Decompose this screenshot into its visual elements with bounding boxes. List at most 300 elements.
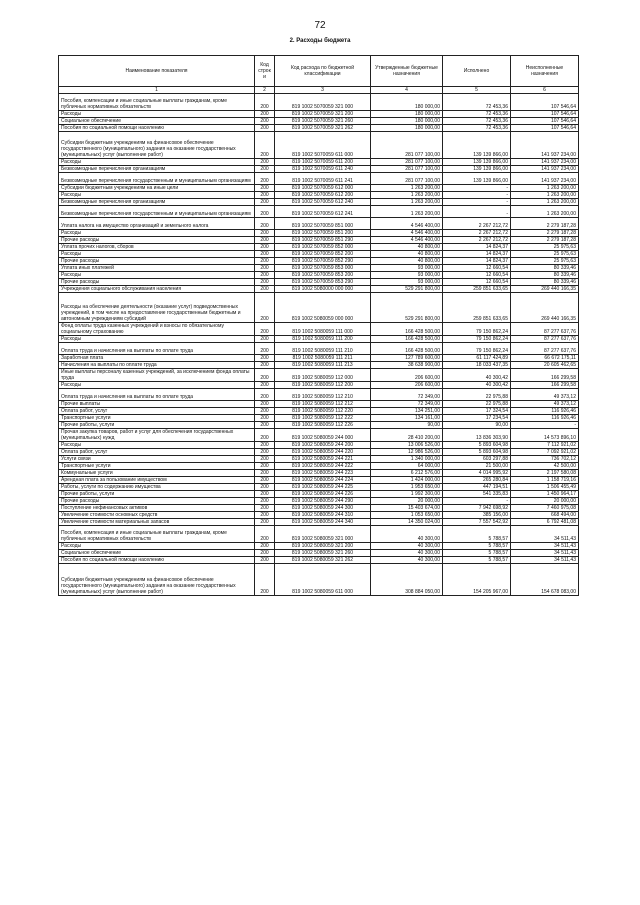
cell-name: Расходы xyxy=(59,192,255,199)
cell-line-code: 200 xyxy=(255,519,275,526)
column-header-approved: Утвержденные бюджетные назначения xyxy=(371,56,443,87)
cell-executed: 385 156,00 xyxy=(443,512,511,519)
cell-executed: 79 150 862,24 xyxy=(443,343,511,355)
cell-executed: 13 836 303,90 xyxy=(443,429,511,442)
cell-classification-code: 819 1002 5070059 321 260 xyxy=(275,118,371,125)
cell-name: Уплата иных платежей xyxy=(59,265,255,272)
cell-name: Арендная плата за пользование имуществом xyxy=(59,477,255,484)
cell-line-code: 200 xyxy=(255,279,275,286)
cell-line-code: 200 xyxy=(255,343,275,355)
cell-unexecuted: 66 672 175,11 xyxy=(511,355,579,362)
cell-executed: 72 453,36 xyxy=(443,94,511,111)
cell-classification-code: 819 1002 5080059 244 000 xyxy=(275,429,371,442)
cell-classification-code: 819 1002 5070059 612 240 xyxy=(275,199,371,206)
table-row xyxy=(59,463,579,470)
cell-line-code: 200 xyxy=(255,293,275,323)
cell-classification-code: 819 1002 5080059 244 220 xyxy=(275,449,371,456)
cell-classification-code: 819 1002 5070059 852 200 xyxy=(275,251,371,258)
column-number: 1 xyxy=(59,87,255,94)
cell-unexecuted: 116 926,46 xyxy=(511,408,579,415)
cell-classification-code: 819 1002 5080059 244 221 xyxy=(275,456,371,463)
page-number: 72 xyxy=(314,20,326,31)
cell-line-code: 200 xyxy=(255,230,275,237)
cell-executed: 5 893 604,98 xyxy=(443,442,511,449)
cell-approved: 93 000,00 xyxy=(371,279,443,286)
cell-name: Прочие расходы xyxy=(59,498,255,505)
table-row xyxy=(59,408,579,415)
cell-line-code: 200 xyxy=(255,449,275,456)
cell-approved: 166 428 500,00 xyxy=(371,323,443,336)
table-row xyxy=(59,251,579,258)
cell-unexecuted: 25 975,63 xyxy=(511,251,579,258)
cell-approved: 281 077 100,00 xyxy=(371,173,443,185)
cell-line-code: 200 xyxy=(255,258,275,265)
cell-line-code: 200 xyxy=(255,463,275,470)
cell-approved: 1 424 000,00 xyxy=(371,477,443,484)
cell-line-code: 200 xyxy=(255,505,275,512)
cell-classification-code: 819 1002 5080059 112 220 xyxy=(275,408,371,415)
cell-line-code: 200 xyxy=(255,237,275,244)
cell-executed: 265 280,84 xyxy=(443,477,511,484)
cell-unexecuted: 14 573 896,10 xyxy=(511,429,579,442)
cell-executed: - xyxy=(443,498,511,505)
cell-approved: 40 300,00 xyxy=(371,557,443,564)
cell-executed: - xyxy=(443,185,511,192)
cell-classification-code: 819 1002 5080059 111 213 xyxy=(275,362,371,369)
cell-unexecuted: 2 197 580,08 xyxy=(511,470,579,477)
cell-executed: 139 139 866,00 xyxy=(443,166,511,173)
cell-executed: 18 033 437,35 xyxy=(443,362,511,369)
cell-approved: 40 800,00 xyxy=(371,244,443,251)
cell-name: Услуги связи xyxy=(59,456,255,463)
cell-unexecuted: 116 926,46 xyxy=(511,415,579,422)
cell-name: Учреждения социального обслуживания населения xyxy=(59,286,255,293)
cell-approved: 1 992 300,00 xyxy=(371,491,443,498)
cell-unexecuted: 107 546,64 xyxy=(511,118,579,125)
cell-executed: 2 267 212,72 xyxy=(443,230,511,237)
cell-unexecuted: 1 263 200,00 xyxy=(511,185,579,192)
cell-line-code: 200 xyxy=(255,323,275,336)
cell-executed: 14 824,37 xyxy=(443,251,511,258)
cell-line-code: 200 xyxy=(255,173,275,185)
cell-unexecuted: 87 277 637,76 xyxy=(511,336,579,343)
cell-unexecuted: 49 373,12 xyxy=(511,389,579,401)
cell-executed: 22 975,88 xyxy=(443,389,511,401)
cell-executed: 5 893 604,98 xyxy=(443,449,511,456)
cell-unexecuted: - xyxy=(511,422,579,429)
cell-unexecuted: 25 975,63 xyxy=(511,244,579,251)
cell-name: Прочие работы, услуги xyxy=(59,422,255,429)
cell-executed: 2 267 212,72 xyxy=(443,218,511,230)
cell-classification-code: 819 1002 5080059 111 211 xyxy=(275,355,371,362)
cell-unexecuted: 736 702,12 xyxy=(511,456,579,463)
cell-name: Увеличение стоимости основных средств xyxy=(59,512,255,519)
table-row xyxy=(59,389,579,401)
table-row xyxy=(59,111,579,118)
cell-name: Социальное обеспечение xyxy=(59,550,255,557)
cell-name: Расходы xyxy=(59,251,255,258)
cell-classification-code: 819 1002 5080059 112 212 xyxy=(275,401,371,408)
cell-line-code: 200 xyxy=(255,477,275,484)
cell-classification-code: 819 1002 5070059 851 290 xyxy=(275,237,371,244)
cell-line-code: 200 xyxy=(255,512,275,519)
cell-line-code: 200 xyxy=(255,111,275,118)
table-row xyxy=(59,442,579,449)
cell-executed: 259 851 633,65 xyxy=(443,286,511,293)
cell-line-code: 200 xyxy=(255,118,275,125)
cell-line-code: 200 xyxy=(255,382,275,389)
cell-unexecuted: 1 263 200,00 xyxy=(511,206,579,218)
cell-executed: 17 324,54 xyxy=(443,408,511,415)
table-row xyxy=(59,118,579,125)
table-row xyxy=(59,355,579,362)
cell-classification-code: 819 1002 5080059 112 000 xyxy=(275,369,371,382)
cell-classification-code: 819 1002 5080059 321 000 xyxy=(275,526,371,543)
cell-line-code: 200 xyxy=(255,362,275,369)
cell-approved: 134 251,00 xyxy=(371,408,443,415)
cell-classification-code: 819 1002 5080059 244 300 xyxy=(275,505,371,512)
cell-approved: 1 263 200,00 xyxy=(371,199,443,206)
cell-classification-code: 819 1002 5070059 612 000 xyxy=(275,185,371,192)
cell-approved: 38 638 900,00 xyxy=(371,362,443,369)
cell-approved: 40 800,00 xyxy=(371,251,443,258)
cell-name: Расходы xyxy=(59,111,255,118)
column-header-unexecuted: Неисполненные назначения xyxy=(511,56,579,87)
cell-executed: 90,00 xyxy=(443,422,511,429)
cell-unexecuted: 20 605 462,65 xyxy=(511,362,579,369)
cell-approved: 180 000,00 xyxy=(371,111,443,118)
cell-line-code: 200 xyxy=(255,401,275,408)
cell-line-code: 200 xyxy=(255,484,275,491)
cell-name: Расходы на обеспечение деятельности (оказание услуг) подведомственных учреждений, в том числе на предоставление государственным бюджетным и автономным учреждениям субсидий xyxy=(59,293,255,323)
cell-classification-code: 819 1002 5070059 853 200 xyxy=(275,272,371,279)
cell-name: Уплата налога на имущество организаций и земельного налога xyxy=(59,218,255,230)
table-row xyxy=(59,336,579,343)
cell-name: Уплата прочих налогов, сборов xyxy=(59,244,255,251)
cell-name: Прочие расходы xyxy=(59,279,255,286)
cell-classification-code: 819 1002 5080059 244 225 xyxy=(275,484,371,491)
cell-unexecuted: 141 937 234,00 xyxy=(511,159,579,166)
table-row xyxy=(59,159,579,166)
cell-classification-code: 819 1002 5070059 611 241 xyxy=(275,173,371,185)
cell-approved: 529 291 800,00 xyxy=(371,286,443,293)
cell-classification-code: 819 1002 5070059 853 000 xyxy=(275,265,371,272)
cell-line-code: 200 xyxy=(255,199,275,206)
column-header-line-code: Код строк и xyxy=(255,56,275,87)
cell-approved: 1 263 200,00 xyxy=(371,206,443,218)
cell-classification-code: 819 1002 5080059 244 224 xyxy=(275,477,371,484)
cell-line-code: 200 xyxy=(255,265,275,272)
table-row xyxy=(59,192,579,199)
cell-unexecuted: 2 279 187,28 xyxy=(511,237,579,244)
column-header-classification-code: Код расхода по бюджетной классификации xyxy=(275,56,371,87)
table-row xyxy=(59,519,579,526)
table-row xyxy=(59,94,579,111)
cell-classification-code: 819 1002 5070059 853 290 xyxy=(275,279,371,286)
cell-name: Фонд оплаты труда казенных учреждений и взносы по обязательному социальному страхованию xyxy=(59,323,255,336)
cell-line-code: 200 xyxy=(255,491,275,498)
table-row xyxy=(59,550,579,557)
cell-line-code: 200 xyxy=(255,456,275,463)
cell-approved: 72 349,00 xyxy=(371,389,443,401)
table-row xyxy=(59,564,579,596)
table-row xyxy=(59,477,579,484)
cell-executed: 14 824,37 xyxy=(443,244,511,251)
table-row xyxy=(59,293,579,323)
cell-executed: 14 824,37 xyxy=(443,258,511,265)
cell-unexecuted: 7 112 921,02 xyxy=(511,442,579,449)
cell-executed: 541 335,83 xyxy=(443,491,511,498)
cell-unexecuted: 80 339,46 xyxy=(511,279,579,286)
cell-classification-code: 819 1002 5080059 000 000 xyxy=(275,293,371,323)
cell-executed: 4 014 995,92 xyxy=(443,470,511,477)
cell-approved: 72 349,00 xyxy=(371,401,443,408)
cell-executed: 12 660,54 xyxy=(443,265,511,272)
cell-approved: 6 212 576,00 xyxy=(371,470,443,477)
cell-approved: 166 428 500,00 xyxy=(371,343,443,355)
cell-line-code: 200 xyxy=(255,244,275,251)
cell-unexecuted: 2 279 187,28 xyxy=(511,218,579,230)
cell-executed: - xyxy=(443,192,511,199)
cell-executed: 40 300,42 xyxy=(443,382,511,389)
cell-unexecuted: 34 511,43 xyxy=(511,543,579,550)
cell-name: Безвозмездные перечисления государственным и муниципальным организациям xyxy=(59,206,255,218)
cell-unexecuted: 141 937 234,00 xyxy=(511,173,579,185)
cell-line-code: 200 xyxy=(255,286,275,293)
cell-classification-code: 819 1002 5080059 112 222 xyxy=(275,415,371,422)
cell-unexecuted: 1 506 455,49 xyxy=(511,484,579,491)
cell-classification-code: 819 1002 5070059 321 262 xyxy=(275,125,371,132)
cell-classification-code: 819 1002 5080059 321 200 xyxy=(275,543,371,550)
cell-approved: 206 600,00 xyxy=(371,369,443,382)
cell-classification-code: 819 1002 5080059 112 200 xyxy=(275,382,371,389)
table-row xyxy=(59,498,579,505)
cell-line-code: 200 xyxy=(255,415,275,422)
cell-line-code: 200 xyxy=(255,470,275,477)
cell-name: Оплата труда и начисления на выплаты по оплате труда xyxy=(59,389,255,401)
cell-unexecuted: 87 277 637,76 xyxy=(511,343,579,355)
cell-name: Расходы xyxy=(59,230,255,237)
table-row xyxy=(59,185,579,192)
table-row xyxy=(59,526,579,543)
cell-line-code: 200 xyxy=(255,564,275,596)
table-row xyxy=(59,512,579,519)
cell-name: Поступление нефинансовых активов xyxy=(59,505,255,512)
cell-name: Расходы xyxy=(59,382,255,389)
cell-name: Увеличение стоимости материальных запасов xyxy=(59,519,255,526)
column-number: 6 xyxy=(511,87,579,94)
cell-name: Оплата работ, услуг xyxy=(59,408,255,415)
cell-line-code: 200 xyxy=(255,94,275,111)
cell-unexecuted: 1 158 719,16 xyxy=(511,477,579,484)
table-row xyxy=(59,382,579,389)
cell-executed: 5 788,57 xyxy=(443,543,511,550)
cell-classification-code: 819 1002 5080059 321 260 xyxy=(275,550,371,557)
table-row xyxy=(59,323,579,336)
cell-line-code: 200 xyxy=(255,159,275,166)
cell-name: Оплата работ, услуг xyxy=(59,449,255,456)
table-row xyxy=(59,199,579,206)
cell-unexecuted: 166 299,58 xyxy=(511,369,579,382)
cell-line-code: 200 xyxy=(255,526,275,543)
cell-line-code: 200 xyxy=(255,429,275,442)
cell-name: Прочие выплаты xyxy=(59,401,255,408)
cell-unexecuted: 107 546,64 xyxy=(511,111,579,118)
column-number-row xyxy=(59,87,579,94)
cell-line-code: 200 xyxy=(255,218,275,230)
cell-executed: - xyxy=(443,199,511,206)
cell-approved: 93 000,00 xyxy=(371,272,443,279)
cell-executed: 2 267 212,72 xyxy=(443,237,511,244)
cell-unexecuted: 107 546,64 xyxy=(511,94,579,111)
cell-approved: 1 053 650,00 xyxy=(371,512,443,519)
cell-classification-code: 819 1002 5070059 851 200 xyxy=(275,230,371,237)
cell-classification-code: 819 1002 5080059 244 290 xyxy=(275,498,371,505)
table-row xyxy=(59,484,579,491)
cell-name: Субсидии бюджетным учреждениям на финансовое обеспечение государственного (муниципального) задания на оказание государственных (муниципальных) услуг (выполнение работ) xyxy=(59,564,255,596)
cell-executed: 447 194,51 xyxy=(443,484,511,491)
cell-classification-code: 819 1002 5070059 852 290 xyxy=(275,258,371,265)
cell-approved: 4 546 400,00 xyxy=(371,218,443,230)
cell-executed: 12 660,54 xyxy=(443,272,511,279)
cell-executed: 139 139 866,00 xyxy=(443,159,511,166)
cell-line-code: 200 xyxy=(255,543,275,550)
cell-approved: 40 300,00 xyxy=(371,526,443,543)
cell-executed: 21 500,00 xyxy=(443,463,511,470)
cell-classification-code: 819 1002 5070059 612 200 xyxy=(275,192,371,199)
cell-line-code: 200 xyxy=(255,132,275,159)
cell-executed: 61 117 424,89 xyxy=(443,355,511,362)
cell-line-code: 200 xyxy=(255,442,275,449)
cell-classification-code: 819 1002 5080059 244 222 xyxy=(275,463,371,470)
cell-unexecuted: 7 460 975,08 xyxy=(511,505,579,512)
cell-approved: 166 428 500,00 xyxy=(371,336,443,343)
cell-line-code: 200 xyxy=(255,251,275,258)
cell-line-code: 200 xyxy=(255,336,275,343)
table-row xyxy=(59,343,579,355)
cell-name: Прочие работы, услуги xyxy=(59,491,255,498)
cell-classification-code: 819 1002 5080059 244 223 xyxy=(275,470,371,477)
cell-classification-code: 819 1002 5080059 111 000 xyxy=(275,323,371,336)
cell-classification-code: 819 1002 5070059 852 000 xyxy=(275,244,371,251)
cell-executed: 72 453,36 xyxy=(443,125,511,132)
cell-unexecuted: 34 511,43 xyxy=(511,550,579,557)
cell-approved: 180 000,00 xyxy=(371,125,443,132)
cell-approved: 40 300,00 xyxy=(371,543,443,550)
cell-executed: 5 788,57 xyxy=(443,557,511,564)
cell-approved: 4 546 400,00 xyxy=(371,230,443,237)
cell-name: Расходы xyxy=(59,442,255,449)
cell-name: Субсидии бюджетным учреждениям на финансовое обеспечение государственного (муниципального) задания на оказание государственных (муниципальных) услуг (выполнение работ) xyxy=(59,132,255,159)
table-row xyxy=(59,369,579,382)
cell-approved: 1 340 000,00 xyxy=(371,456,443,463)
cell-classification-code: 819 1002 5080059 111 200 xyxy=(275,336,371,343)
cell-name: Безвозмездные перечисления организациям xyxy=(59,199,255,206)
cell-line-code: 200 xyxy=(255,408,275,415)
table-row xyxy=(59,470,579,477)
cell-unexecuted: 1 263 200,00 xyxy=(511,199,579,206)
cell-approved: 1 953 650,00 xyxy=(371,484,443,491)
cell-line-code: 200 xyxy=(255,166,275,173)
cell-approved: 93 000,00 xyxy=(371,265,443,272)
table-row xyxy=(59,543,579,550)
table-header-row xyxy=(59,56,579,87)
cell-unexecuted: 107 546,64 xyxy=(511,125,579,132)
cell-executed: 7 942 698,92 xyxy=(443,505,511,512)
cell-name: Коммунальные услуги xyxy=(59,470,255,477)
cell-classification-code: 819 1002 5080059 611 000 xyxy=(275,564,371,596)
cell-executed: 5 788,57 xyxy=(443,550,511,557)
table-row xyxy=(59,279,579,286)
table-row xyxy=(59,505,579,512)
cell-executed: 12 660,54 xyxy=(443,279,511,286)
table-row xyxy=(59,272,579,279)
cell-name: Безвозмездные перечисления организациям xyxy=(59,166,255,173)
table-row xyxy=(59,132,579,159)
cell-unexecuted: 87 277 637,76 xyxy=(511,323,579,336)
table-row xyxy=(59,244,579,251)
cell-approved: 206 600,00 xyxy=(371,382,443,389)
cell-name: Пособия по социальной помощи населению xyxy=(59,557,255,564)
cell-executed: - xyxy=(443,206,511,218)
cell-classification-code: 819 1002 5080059 244 340 xyxy=(275,519,371,526)
cell-line-code: 200 xyxy=(255,550,275,557)
cell-approved: 14 350 024,00 xyxy=(371,519,443,526)
cell-unexecuted: 42 500,00 xyxy=(511,463,579,470)
cell-unexecuted: 1 263 200,00 xyxy=(511,192,579,199)
cell-classification-code: 819 1002 5080059 244 200 xyxy=(275,442,371,449)
column-number: 3 xyxy=(275,87,371,94)
cell-executed: 40 300,42 xyxy=(443,369,511,382)
cell-unexecuted: 2 279 187,28 xyxy=(511,230,579,237)
cell-line-code: 200 xyxy=(255,498,275,505)
column-number: 2 xyxy=(255,87,275,94)
cell-name: Иные выплаты персоналу казенных учреждений, за исключением фонда оплаты труда xyxy=(59,369,255,382)
cell-classification-code: 819 1002 5080059 244 226 xyxy=(275,491,371,498)
cell-name: Расходы xyxy=(59,272,255,279)
cell-executed: 259 851 633,65 xyxy=(443,293,511,323)
cell-approved: 28 410 200,00 xyxy=(371,429,443,442)
cell-approved: 281 077 100,00 xyxy=(371,166,443,173)
table-row xyxy=(59,206,579,218)
cell-line-code: 200 xyxy=(255,369,275,382)
cell-classification-code: 819 1002 5080000 000 000 xyxy=(275,286,371,293)
table-row xyxy=(59,456,579,463)
cell-line-code: 200 xyxy=(255,272,275,279)
cell-approved: 134 161,00 xyxy=(371,415,443,422)
cell-executed: 139 139 866,00 xyxy=(443,173,511,185)
cell-approved: 90,00 xyxy=(371,422,443,429)
cell-name: Работы, услуги по содержанию имущества xyxy=(59,484,255,491)
cell-approved: 127 789 600,00 xyxy=(371,355,443,362)
cell-line-code: 200 xyxy=(255,355,275,362)
cell-executed: 72 453,36 xyxy=(443,118,511,125)
cell-line-code: 200 xyxy=(255,389,275,401)
cell-line-code: 200 xyxy=(255,185,275,192)
cell-executed: 7 557 542,92 xyxy=(443,519,511,526)
cell-name: Оплата труда и начисления на выплаты по оплате труда xyxy=(59,343,255,355)
cell-line-code: 200 xyxy=(255,125,275,132)
cell-unexecuted: 6 792 481,08 xyxy=(511,519,579,526)
cell-classification-code: 819 1002 5070059 321 200 xyxy=(275,111,371,118)
cell-name: Пособия, компенсации и иные социальные выплаты гражданам, кроме публичных нормативных обязательств xyxy=(59,94,255,111)
cell-classification-code: 819 1002 5080059 112 210 xyxy=(275,389,371,401)
expenditure-table xyxy=(58,55,579,596)
cell-unexecuted: 154 678 083,00 xyxy=(511,564,579,596)
cell-approved: 13 006 526,00 xyxy=(371,442,443,449)
table-row xyxy=(59,362,579,369)
table-row xyxy=(59,237,579,244)
